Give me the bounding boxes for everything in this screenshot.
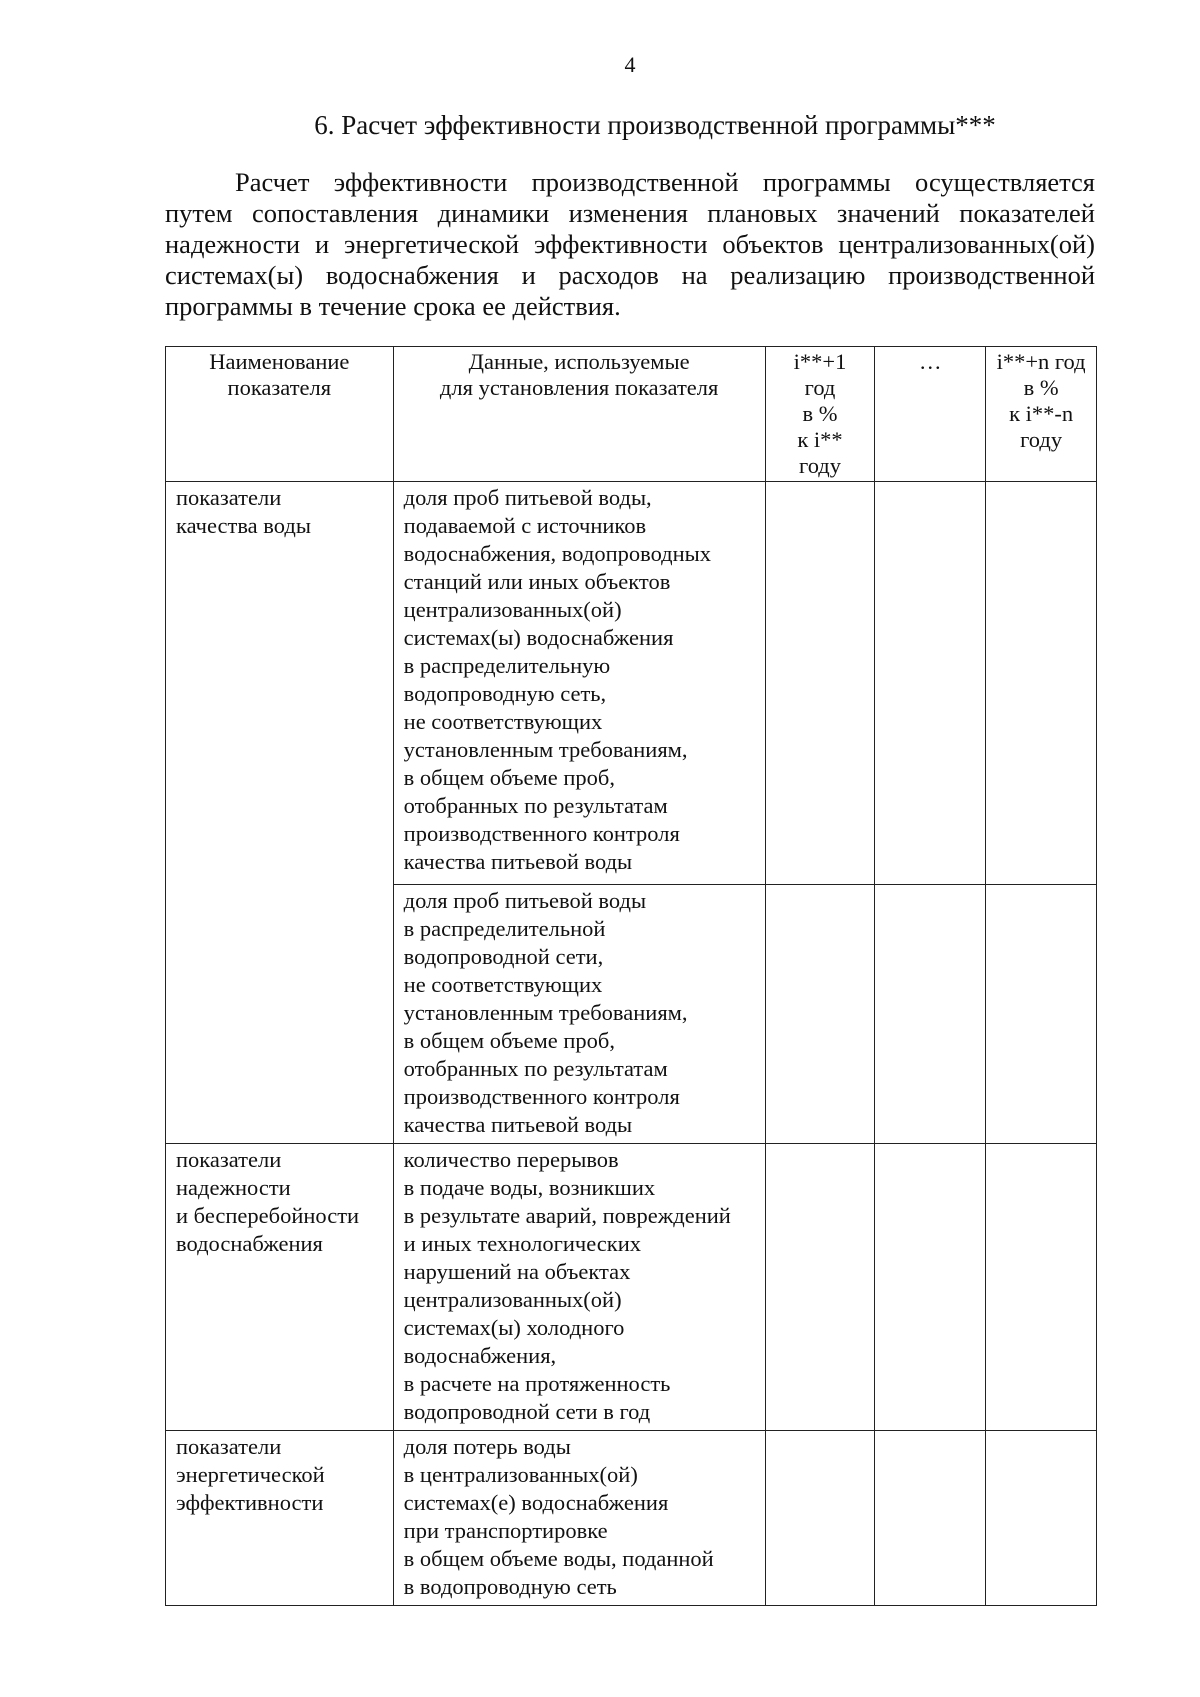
- value-cell: [875, 1431, 986, 1606]
- data-cell: доля проб питьевой воды, подаваемой с источников водоснабжения, водопроводных станций или иных объектов централизованных(ой) системах(ы) водоснабжения в распределительную водопроводную сеть, не соответствующих установленным требованиям, в общем объеме проб, отобранных по результатам производственного контроля качества питьевой воды: [393, 482, 765, 885]
- header-row: [166, 347, 1097, 482]
- value-cell: [765, 885, 875, 1144]
- data-cell: доля проб питьевой воды в распределительной водопроводной сети, не соответствующих установленным требованиям, в общем объеме проб, отобранных по результатам производственного контроля качества питьевой воды: [393, 885, 765, 1144]
- table-row: [166, 1144, 1097, 1431]
- table-row: [166, 482, 1097, 885]
- header-ellipsis: …: [875, 347, 986, 482]
- value-cell: [765, 1144, 875, 1431]
- value-cell: [765, 482, 875, 885]
- data-cell: доля потерь воды в централизованных(ой) системах(е) водоснабжения при транспортировке в общем объеме воды, поданной в водопроводную сеть: [393, 1431, 765, 1606]
- header-data-used: Данные, используемые для установления показателя: [393, 347, 765, 482]
- value-cell: [765, 1431, 875, 1606]
- value-cell: [986, 1144, 1097, 1431]
- data-cell: количество перерывов в подаче воды, возникших в результате аварий, повреждений и иных технологических нарушений на объектах централизованных(ой) системах(ы) холодного водоснабжения, в расчете на протяженность водопроводной сети в год: [393, 1144, 765, 1431]
- value-cell: [875, 1144, 986, 1431]
- value-cell: [986, 885, 1097, 1144]
- efficiency-table: [165, 346, 1097, 1606]
- value-cell: [875, 482, 986, 885]
- section-heading: 6. Расчет эффективности производственной программы***: [314, 110, 996, 140]
- indicator-reliability: показатели надежности и бесперебойности водоснабжения: [166, 1144, 394, 1431]
- page-number: 4: [624, 52, 636, 77]
- header-indicator-name: Наименование показателя: [166, 347, 394, 482]
- intro-paragraph: [165, 167, 1095, 322]
- intro-text: Расчет эффективности производственной программы осуществляется путем сопоставления динамики изменения плановых значений показателей надежности и энергетической эффективности объектов централизованных(ой) системах(ы) водоснабжения и расходов на реализацию производственной программы в течение срока ее действия.: [165, 167, 1095, 321]
- header-year-plus-1: i**+1 год в % к i** году: [765, 347, 875, 482]
- value-cell: [986, 482, 1097, 885]
- value-cell: [875, 885, 986, 1144]
- indicator-water-quality: показатели качества воды: [166, 482, 394, 1144]
- table-row: [166, 1431, 1097, 1606]
- indicator-energy-efficiency: показатели энергетической эффективности: [166, 1431, 394, 1606]
- header-year-plus-n: i**+n год в % к i**-n году: [986, 347, 1097, 482]
- value-cell: [986, 1431, 1097, 1606]
